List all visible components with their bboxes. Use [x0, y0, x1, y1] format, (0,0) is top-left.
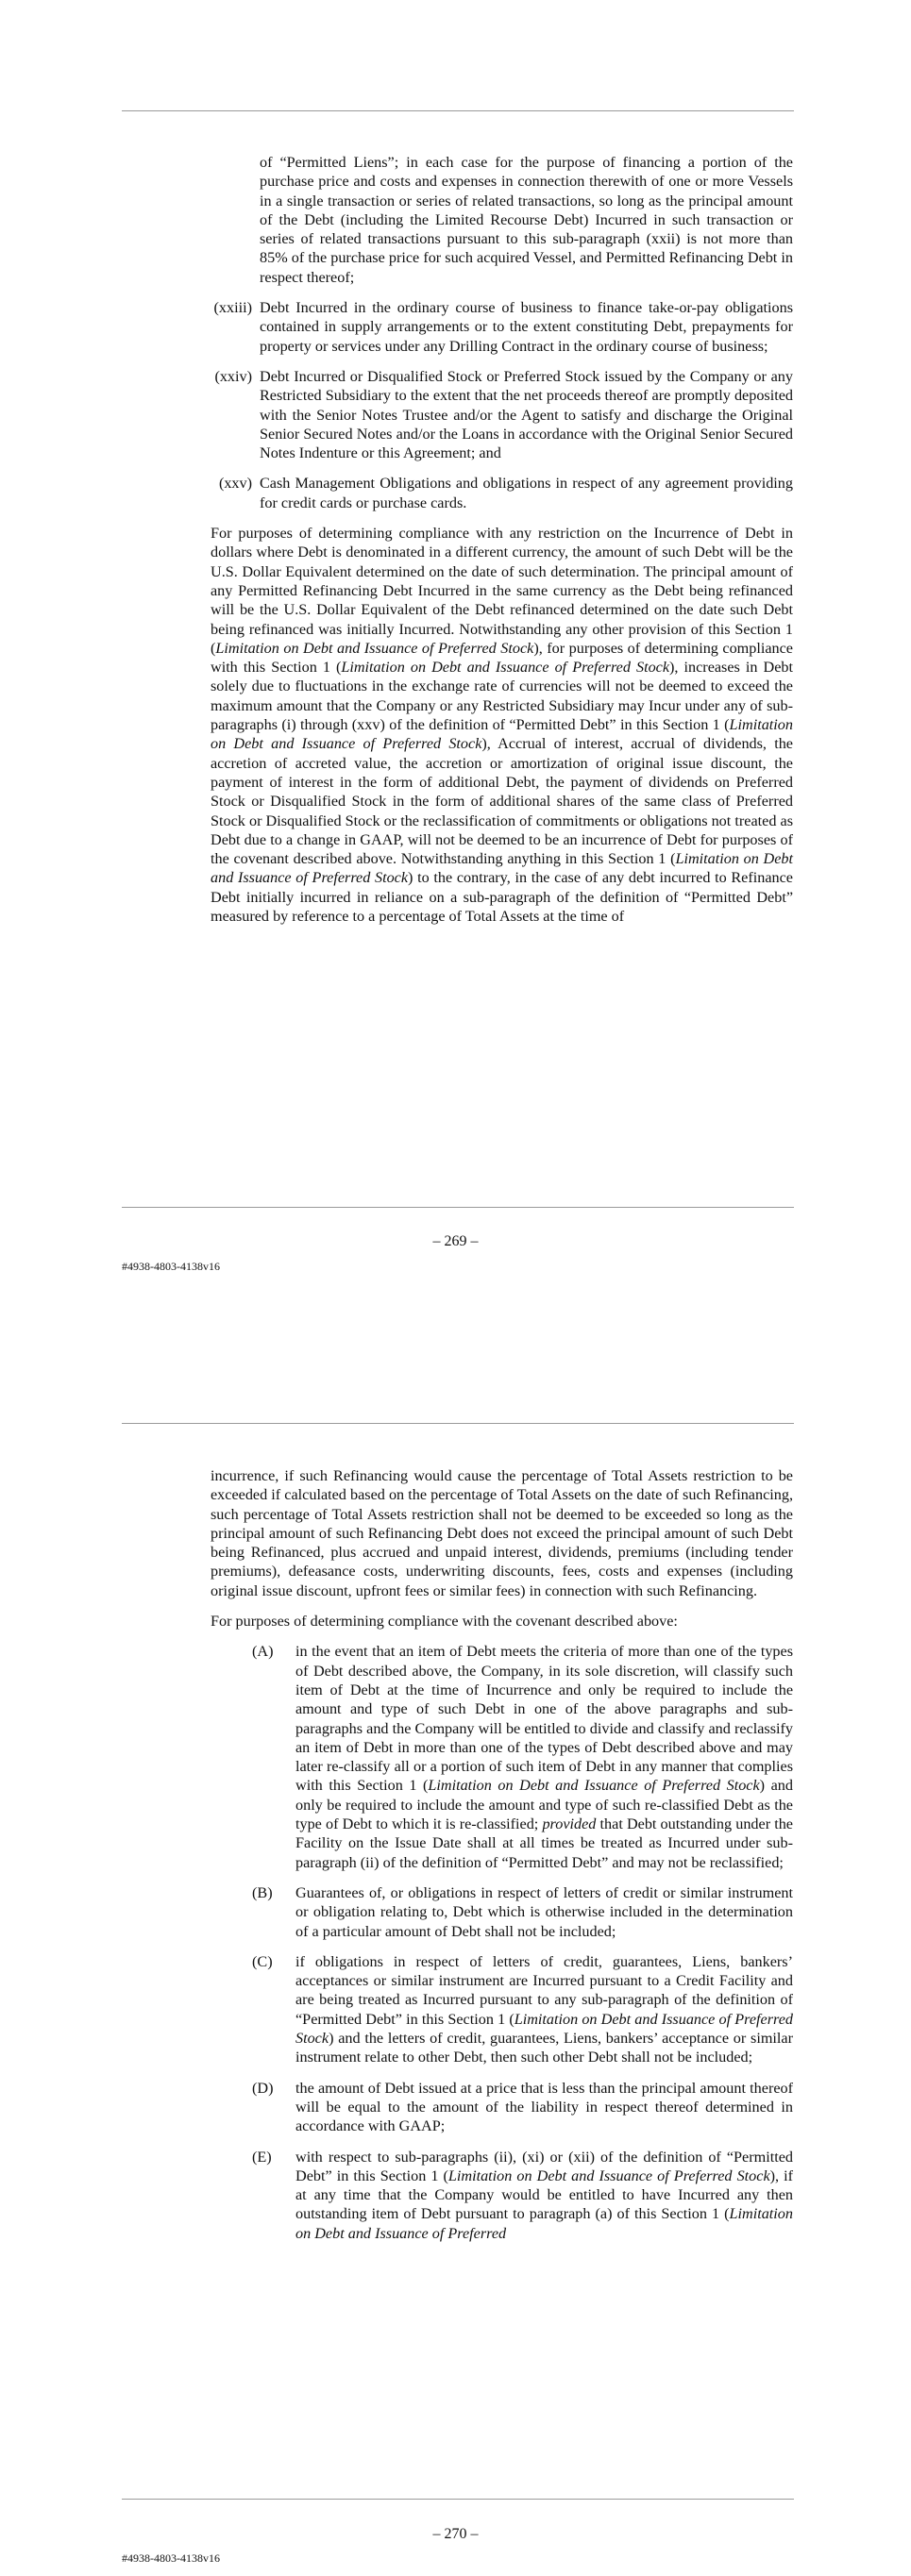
- text-run: that Debt outstanding under the Facility on the Issue Date shall at all times be treated as Incurred under sub-paragraph (ii) of the definition of “Permitted Debt” and may not be reclassified;: [295, 1815, 793, 1871]
- text-run: ) and only be required to include the amount and type of such re-classified Debt as the type of Debt to which it is re-classified;: [295, 1777, 793, 1833]
- section-title-italic: Limitation on Debt and Issuance of Preferred Stock: [428, 1777, 760, 1795]
- list-item-letter: (C): [252, 1952, 273, 1970]
- list-item-a: [252, 1642, 793, 1872]
- page-270-top-rule: [122, 1423, 794, 1424]
- list-item-text: the amount of Debt issued at a price that is less than the principal amount thereof will be equal to the amount of the liability in respect thereof determined in accordance with GAAP;: [295, 2079, 793, 2135]
- text-run: ), Accrual of interest, accrual of dividends, the accretion of accreted value, the accretion or amortization of original issue discount, the payment of interest in the form of additional Debt, the payment of dividends on Preferred Stock or Disqualified Stock in the form of additional shares of the same class of Preferred Stock or Disqualified Stock or the reclassification of commitments or obligations not treated as Debt due to a change in GAAP, will not be deemed to be an incurrence of Debt for purposes of the covenant described above. Notwithstanding anything in this Section 1 (: [211, 735, 793, 868]
- list-item-letter: (A): [252, 1643, 274, 1661]
- list-item-c: [252, 1952, 793, 2067]
- list-item-text: Cash Management Obligations and obligations in respect of any agreement providing for credit cards or purchase cards.: [260, 475, 793, 511]
- list-item-number: (xxiii): [213, 299, 252, 317]
- page-number: – 269 –: [432, 1233, 479, 1249]
- text-run: ) to the contrary, in the case of any debt incurred to Refinance Debt initially incurred in reliance on a sub-paragraph of the definition of “Permitted Debt” measured by reference to a percentage of Total Assets at the time of: [211, 869, 793, 925]
- list-item-e: [252, 2148, 793, 2243]
- list-item-letter: (E): [252, 2148, 272, 2166]
- provided-italic: provided: [542, 1815, 597, 1833]
- text-run: ), for purposes of determining compliance with this Section 1 (: [211, 639, 793, 677]
- text-run: ), if at any time that the Company would be entitled to have Incurred any then outstanding item of Debt pursuant to paragraph (a) of this Section 1 (: [295, 2166, 794, 2223]
- lettered-list: [252, 1642, 793, 2243]
- document-id: #4938-4803-4138v16: [122, 2551, 220, 2565]
- text-run: with respect to sub-paragraphs (ii), (xi) or (xii) of the definition of “Permitted Debt” in this Section 1 (: [295, 2148, 793, 2184]
- list-item-letter: (B): [252, 1883, 273, 1901]
- list-item-text: Guarantees of, or obligations in respect of letters of credit or similar instrument or obligation relating to, Debt which is otherwise included in the determination of a particular amount of Debt shall not be included;: [295, 1883, 793, 1940]
- section-title-italic: Limitation on Debt and Issuance of Preferred Stock: [211, 850, 793, 887]
- text-run: ) and the letters of credit, guarantees, Liens, bankers’ acceptance or similar instrument relate to other Debt, then such other Debt shall not be included;: [295, 2030, 793, 2066]
- page-270-bottom-rule: [122, 2499, 794, 2500]
- text-run: For purposes of determining compliance with any restriction on the Incurrence of Debt in dollars where Debt is denominated in a different currency, the amount of such Debt will be the U.S. Dollar Equivalent determined on the date of such determination. The principal amount of any Permitted Refinancing Debt Incurred in the same currency as the Debt being refinanced will be the U.S. Dollar Equivalent of the Debt refinanced determined on the date such Debt being refinanced was initially Incurred. Notwithstanding any other provision of this Section 1 (: [211, 525, 793, 657]
- page-270-body: [211, 1466, 793, 2243]
- section-title-italic: Limitation on Debt and Issuance of Preferred Stock: [215, 639, 534, 657]
- page-269-top-rule: [122, 110, 794, 111]
- text-run: ), increases in Debt solely due to fluctuations in the exchange rate of currencies will not be deemed to exceed the maximum amount that the Company or any Restricted Subsidiary may Incur under any of sub-paragraphs (i) through (xxv) of the definition of “Permitted Debt” in this Section 1 (: [211, 659, 793, 734]
- list-item-xxv: [218, 474, 793, 512]
- list-item-xxiii: [213, 298, 793, 356]
- list-item-d: [252, 2079, 793, 2136]
- page-269-bottom-rule: [122, 1207, 794, 1208]
- list-item-letter: (D): [252, 2079, 274, 2097]
- section-title-italic: Limitation on Debt and Issuance of Preferred Stock: [341, 659, 670, 677]
- document-id: #4938-4803-4138v16: [122, 1260, 220, 1273]
- refinancing-paragraph: incurrence, if such Refinancing would cause the percentage of Total Assets restriction to be exceeded if calculated based on the percentage of Total Assets on the date of such Refinancing, such percentage of Total Assets restriction shall not be deemed to be exceeded so long as the principal amount of such Refinancing Debt does not exceed the principal amount of such Debt being Refinanced, plus accrued and unpaid interest, dividends, premiums (including tender premiums), defeasance costs, underwriting discounts, fees, costs and expenses (including original issue discount, upfront fees or similar fees) in connection with such Refinancing.: [211, 1467, 793, 1599]
- section-title-italic: Limitation on Debt and Issuance of Preferred Stock: [295, 2010, 793, 2048]
- list-item-xxiv: [214, 367, 793, 462]
- section-title-italic: Limitation on Debt and Issuance of Preferred Stock: [211, 716, 793, 753]
- list-item-text: Debt Incurred in the ordinary course of business to finance take-or-pay obligations contained in supply arrangements or to the extent constituting Debt, prepayments for property or services under any Drilling Contract in the ordinary course of business;: [260, 299, 793, 355]
- list-item-text: [295, 2148, 793, 2243]
- list-item-text: [295, 1952, 793, 2067]
- page-number: – 270 –: [432, 2526, 479, 2542]
- continuation-paragraph: of “Permitted Liens”; in each case for the purpose of financing a portion of the purchase price and costs and expenses in connection therewith of one or more Vessels in a single transaction or series of related transactions, so long as the principal amount of the Debt (including the Limited Recourse Debt) Incurred in such transaction or series of related transactions pursuant to this sub-paragraph (xxii) is not more than 85% of the purchase price for such acquired Vessel, and Permitted Refinancing Debt in respect thereof;: [260, 154, 793, 286]
- section-title-italic: Limitation on Debt and Issuance of Preferred: [295, 2205, 793, 2242]
- compliance-intro: For purposes of determining compliance with the covenant described above:: [211, 1613, 678, 1631]
- list-item-b: [252, 1883, 793, 1941]
- list-item-text: [295, 1642, 793, 1872]
- page-269-body: [211, 153, 793, 926]
- text-run: in the event that an item of Debt meets the criteria of more than one of the types of Debt described above, the Company, in its sole discretion, will classify such item of Debt at the time of Incurrence and only be required to include the amount and type of such Debt in one of the above paragraphs and sub-paragraphs and the Company will be entitled to divide and classify and reclassify an item of Debt in more than one of the types of Debt described above and may later re-classify all or a portion of such item of Debt in any manner that complies with this Section 1 (: [295, 1643, 793, 1795]
- currency-paragraph: [211, 524, 793, 926]
- section-title-italic: Limitation on Debt and Issuance of Preferred Stock: [447, 2166, 770, 2184]
- list-item-text: Debt Incurred or Disqualified Stock or Preferred Stock issued by the Company or any Restricted Subsidiary to the extent that the net proceeds thereof are promptly deposited with the Senior Notes Trustee and/or the Agent to satisfy and discharge the Original Senior Secured Notes and/or the Loans in accordance with the Original Senior Secured Notes Indenture or this Agreement; and: [260, 367, 793, 462]
- list-item-number: (xxiv): [214, 367, 252, 385]
- text-run: if obligations in respect of letters of credit, guarantees, Liens, bankers’ acceptances or similar instrument are Incurred pursuant to a Credit Facility and are being treated as Incurred pursuant to any sub-paragraph of the definition of “Permitted Debt” in this Section 1 (: [295, 1952, 793, 2028]
- list-item-number: (xxv): [218, 475, 252, 493]
